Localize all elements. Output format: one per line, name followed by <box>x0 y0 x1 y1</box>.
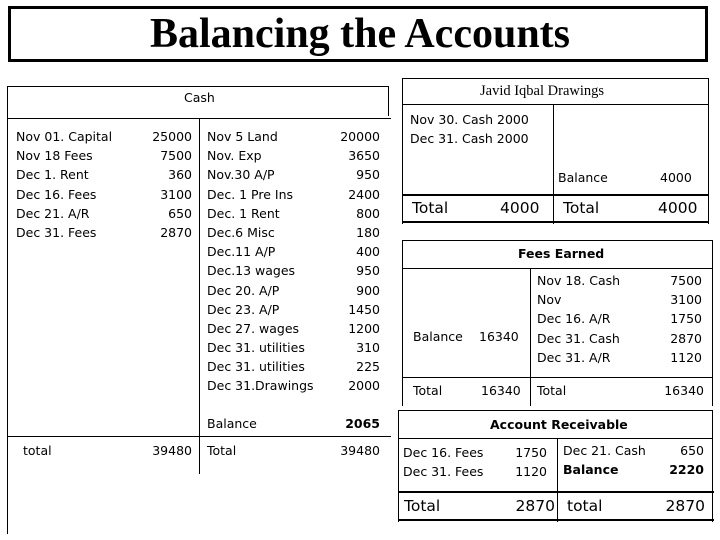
drawings-total-bottom-rule <box>402 221 708 223</box>
cash-credit-label: Dec. 1 Rent <box>207 205 280 221</box>
cash-credit-label: Dec.11 A/P <box>207 244 276 260</box>
ar-header-rule <box>398 438 712 439</box>
cash-credit-amount: 2000 <box>348 378 380 394</box>
fees-credit-amount: 3100 <box>670 292 702 308</box>
cash-debit-label: Dec 16. Fees <box>16 186 97 202</box>
ar-total-right-label: total <box>567 497 603 515</box>
cash-debit-label: Dec 21. A/R <box>16 205 90 221</box>
fees-left-border <box>402 240 403 406</box>
cash-debit-label: Nov 01. Capital <box>16 129 113 144</box>
cash-credit-label: Nov.30 A/P <box>207 167 275 183</box>
ar-debit-amount: 1750 <box>515 445 547 460</box>
fees-header-rule <box>402 268 712 269</box>
fees-credit-labels <box>537 271 620 367</box>
cash-heading: Cash <box>184 90 215 105</box>
ar-total-left-label: Total <box>404 497 441 515</box>
cash-credit-amounts <box>320 127 380 396</box>
fees-balance-amount: 16340 <box>479 329 519 344</box>
ar-top-border <box>398 410 712 411</box>
cash-credit-label: Dec 31.Drawings <box>207 378 314 394</box>
cash-credit-amount: 1450 <box>348 301 380 317</box>
cash-credit-label: Dec 20. A/P <box>207 282 280 298</box>
cash-debit-label: Dec 31. Fees <box>16 224 97 240</box>
ar-total-top-rule <box>398 491 714 493</box>
cash-credit-amount: 310 <box>356 340 380 356</box>
drawings-t-divider <box>553 104 554 224</box>
fees-total-right-label: Total <box>537 383 567 398</box>
fees-total-left-label: Total <box>413 383 443 398</box>
fees-credit-label: Nov 18. Cash <box>537 273 621 288</box>
cash-top-border <box>7 86 389 87</box>
ar-debit-amounts <box>505 443 547 481</box>
drawings-total-right-amount: 4000 <box>658 199 698 217</box>
cash-total-left-amount: 39480 <box>152 443 192 458</box>
cash-credit-amount: 800 <box>356 205 380 221</box>
cash-debit-label: Nov 18 Fees <box>16 148 93 164</box>
ar-credit-label: Dec 21. Cash <box>563 443 646 458</box>
cash-t-divider <box>199 118 200 474</box>
cash-debit-label: Dec 1. Rent <box>16 167 89 183</box>
cash-debit-amount: 3100 <box>160 186 192 202</box>
cash-debit-amount: 650 <box>168 205 192 221</box>
cash-credit-amount: 2400 <box>348 186 380 202</box>
cash-total-rule <box>7 436 391 437</box>
drawings-debit-entry: Dec 31. Cash 2000 <box>410 131 529 147</box>
cash-debit-amount: 360 <box>168 167 192 183</box>
fees-credit-amount: 7500 <box>670 273 702 288</box>
ar-debit-labels <box>403 443 483 481</box>
drawings-header-rule <box>402 104 708 105</box>
page-title: Balancing the Accounts <box>149 11 571 57</box>
ar-total-left-amount: 2870 <box>515 497 555 515</box>
cash-credit-amount: 900 <box>356 282 380 298</box>
drawings-balance-label: Balance <box>558 170 608 185</box>
ar-debit-label: Dec 16. Fees <box>403 445 484 460</box>
fees-heading: Fees Earned <box>518 246 605 261</box>
ar-heading: Account Receivable <box>490 417 628 432</box>
fees-credit-amount: 1120 <box>670 349 702 365</box>
cash-credit-label: Nov. Exp <box>207 148 262 164</box>
fees-total-rule <box>402 377 712 378</box>
fees-credit-amounts <box>655 271 702 367</box>
cash-left-border <box>7 86 8 534</box>
ar-credit-amount: 650 <box>680 443 704 458</box>
fees-total-left-amount: 16340 <box>481 383 521 398</box>
fees-credit-amount: 1750 <box>670 311 702 327</box>
cash-balance-label: Balance <box>207 416 257 431</box>
fees-credit-label: Nov <box>537 292 562 308</box>
ar-debit-amount: 1120 <box>515 464 547 480</box>
cash-credit-amount: 20000 <box>340 129 380 144</box>
cash-credit-amount: 180 <box>356 224 380 240</box>
drawings-right-border <box>708 78 709 224</box>
cash-credit-label: Dec 27. wages <box>207 320 300 336</box>
drawings-total-right-label: Total <box>563 199 600 217</box>
drawings-balance-amount: 4000 <box>660 170 692 185</box>
cash-total-right-label: Total <box>207 443 237 458</box>
fees-t-divider <box>530 268 531 406</box>
cash-credit-label: Dec 31. utilities <box>207 340 305 356</box>
ar-t-divider <box>557 438 558 522</box>
cash-debit-labels <box>16 127 112 242</box>
fees-credit-amount: 2870 <box>670 330 702 346</box>
drawings-left-border <box>402 78 403 224</box>
fees-credit-label: Dec 31. Cash <box>537 330 620 346</box>
cash-credit-label: Dec 31. utilities <box>207 359 305 375</box>
drawings-total-top-rule <box>402 194 708 196</box>
fees-total-right-amount: 16340 <box>664 383 704 398</box>
cash-credit-label: Dec.6 Misc <box>207 224 275 240</box>
ar-right-border <box>712 410 713 522</box>
fees-credit-label: Dec 31. A/R <box>537 349 611 365</box>
cash-debit-amounts <box>140 127 192 242</box>
ar-total-bottom-rule <box>398 519 714 521</box>
cash-credit-amount: 950 <box>356 167 380 183</box>
drawings-debit-entry: Nov 30. Cash 2000 <box>410 112 529 127</box>
cash-credit-amount: 950 <box>356 263 380 279</box>
cash-balance-amount: 2065 <box>345 416 380 431</box>
cash-credit-amount: 1200 <box>348 320 380 336</box>
cash-credit-amount: 3650 <box>348 148 380 164</box>
cash-credit-amount: 225 <box>356 359 380 375</box>
cash-credit-label: Dec 23. A/P <box>207 301 280 317</box>
drawings-top-border <box>402 78 708 79</box>
cash-total-left-label: total <box>23 443 52 458</box>
drawings-total-left-label: Total <box>412 199 449 217</box>
cash-credit-label: Dec.13 wages <box>207 263 296 279</box>
drawings-heading: Javid Iqbal Drawings <box>480 83 605 99</box>
fees-balance-label: Balance <box>413 329 463 344</box>
cash-credit-labels <box>207 127 314 396</box>
cash-credit-amount: 400 <box>356 244 380 260</box>
ar-left-border <box>398 410 399 522</box>
ar-debit-label: Dec 31. Fees <box>403 464 484 480</box>
drawings-debit-list <box>410 110 529 148</box>
ar-total-right-amount: 2870 <box>665 497 705 515</box>
cash-credit-label: Dec. 1 Pre Ins <box>207 186 294 202</box>
drawings-total-left-amount: 4000 <box>500 199 540 217</box>
ar-balance-label: Balance <box>563 462 619 477</box>
cash-credit-label: Nov 5 Land <box>207 129 278 144</box>
cash-debit-amount: 7500 <box>160 148 192 164</box>
cash-right-border <box>388 86 389 116</box>
ar-balance-amount: 2220 <box>669 462 704 477</box>
cash-debit-amount: 2870 <box>160 224 192 240</box>
cash-debit-amount: 25000 <box>152 129 192 144</box>
fees-right-border <box>712 240 713 406</box>
cash-total-right-amount: 39480 <box>340 443 380 458</box>
fees-top-border <box>402 240 712 241</box>
fees-credit-label: Dec 16. A/R <box>537 311 611 327</box>
